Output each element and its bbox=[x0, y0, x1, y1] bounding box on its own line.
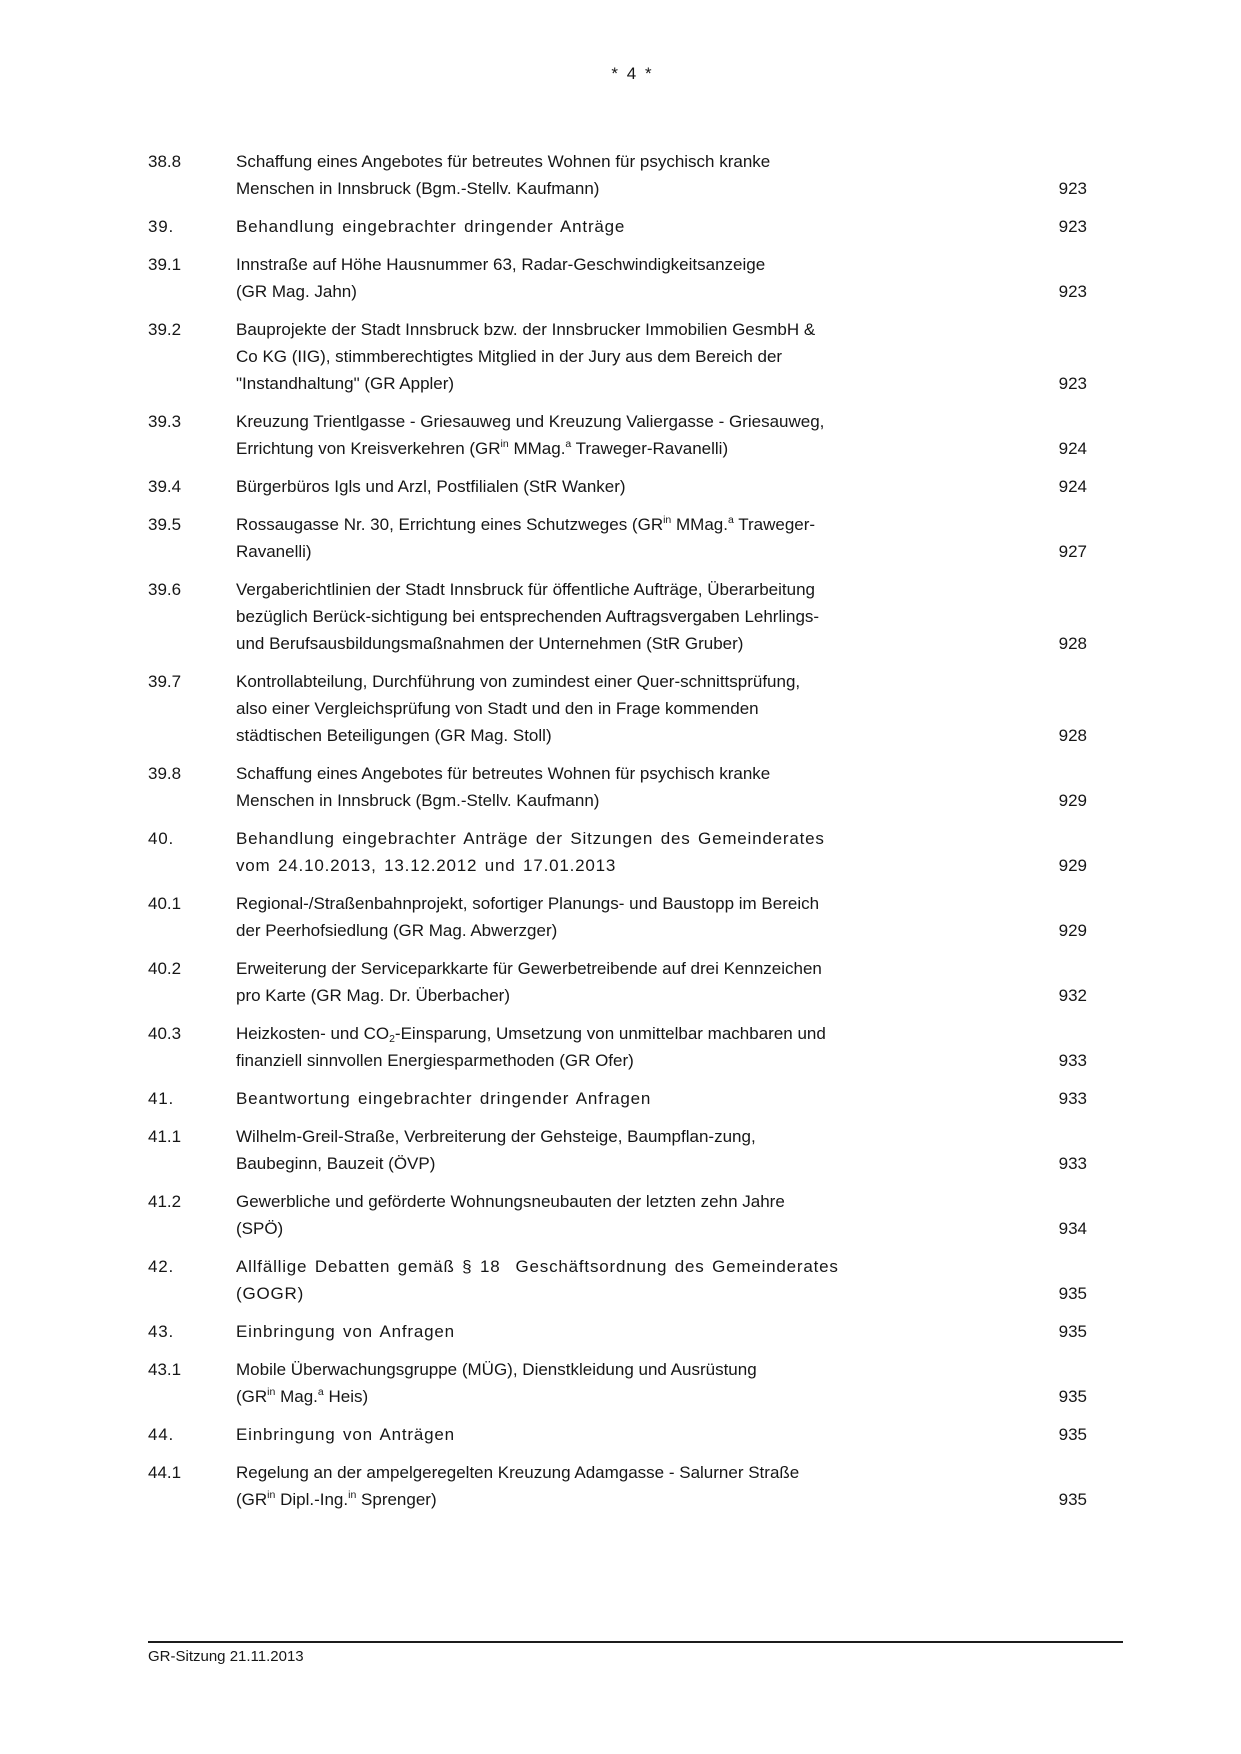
toc-item-text bbox=[236, 511, 944, 565]
toc-item-number: 38.8 bbox=[148, 152, 182, 171]
toc-item-line bbox=[236, 1188, 944, 1215]
toc-item-segment: Sprenger) bbox=[356, 1490, 437, 1509]
toc-item-text bbox=[236, 760, 944, 814]
toc-item-line bbox=[236, 668, 944, 695]
toc-item bbox=[148, 1356, 1087, 1410]
toc-item-text bbox=[236, 251, 944, 305]
toc-item-text bbox=[236, 1020, 944, 1074]
toc-item-page-number: 929 bbox=[1058, 856, 1087, 875]
toc-item-segment: (GOGR) bbox=[236, 1284, 305, 1303]
toc-item-segment: MMag. bbox=[508, 439, 566, 458]
toc-item-text bbox=[236, 213, 944, 240]
toc-item-segment: -Einsparung, Umsetzung von unmittelbar machbaren und bbox=[394, 1024, 826, 1043]
toc-item-text bbox=[236, 1318, 944, 1345]
toc-item-page-number: 935 bbox=[1058, 1490, 1087, 1509]
toc-item-segment: Innstraße auf Höhe Hausnummer 63, Radar-Geschwindigkeitsanzeige bbox=[236, 255, 766, 274]
toc-item-number: 40. bbox=[148, 829, 175, 848]
toc-item-segment: Einbringung von Anfragen bbox=[236, 1322, 455, 1341]
toc-item-segment: Beantwortung eingebrachter dringender Anfragen bbox=[236, 1089, 652, 1108]
toc-item-text bbox=[236, 825, 944, 879]
toc-item bbox=[148, 825, 1087, 879]
toc-item-line bbox=[236, 511, 944, 538]
toc-item-segment: Erweiterung der Serviceparkkarte für Gewerbetreibende auf drei Kennzeichen bbox=[236, 959, 822, 978]
toc-item bbox=[148, 511, 1087, 565]
toc-item bbox=[148, 148, 1087, 202]
toc-item-page-number: 924 bbox=[1058, 477, 1087, 496]
toc-item-segment: Rossaugasse Nr. 30, Errichtung eines Schutzweges (GR bbox=[236, 515, 664, 534]
toc-item-segment: Wilhelm-Greil-Straße, Verbreiterung der Gehsteige, Baumpflan-zung, bbox=[236, 1127, 756, 1146]
toc-item-segment: Einbringung von Anträgen bbox=[236, 1425, 455, 1444]
toc-item-line bbox=[236, 408, 944, 435]
toc-item-segment: Errichtung von Kreisverkehren (GR bbox=[236, 439, 501, 458]
toc-item-line bbox=[236, 825, 944, 852]
toc-item bbox=[148, 1421, 1087, 1448]
toc-item-line bbox=[236, 722, 944, 749]
toc-item-text bbox=[236, 1421, 944, 1448]
toc-item-text bbox=[236, 316, 944, 397]
toc-item bbox=[148, 408, 1087, 462]
toc-item-line bbox=[236, 852, 944, 879]
toc-item-segment: Dipl.-Ing. bbox=[275, 1490, 349, 1509]
toc-item bbox=[148, 1020, 1087, 1074]
toc-item bbox=[148, 1123, 1087, 1177]
toc-item-segment: finanziell sinnvollen Energiesparmethoden (GR Ofer) bbox=[236, 1051, 634, 1070]
toc-item-segment: MMag. bbox=[671, 515, 728, 534]
toc-item-number: 43.1 bbox=[148, 1360, 182, 1379]
toc-item-number: 39.4 bbox=[148, 477, 182, 496]
toc-item-text bbox=[236, 955, 944, 1009]
toc-item-line bbox=[236, 1215, 944, 1242]
toc-item-line bbox=[236, 175, 944, 202]
toc-item-line bbox=[236, 1047, 944, 1074]
toc-item-segment: in bbox=[348, 1489, 357, 1501]
toc-item-number: 44. bbox=[148, 1425, 175, 1444]
toc-item-page-number: 927 bbox=[1058, 542, 1087, 561]
toc-item-segment: Menschen in Innsbruck (Bgm.-Stellv. Kaufmann) bbox=[236, 791, 600, 810]
toc-item-page-number: 933 bbox=[1058, 1089, 1087, 1108]
toc-item-segment: Traweger- bbox=[733, 515, 816, 534]
toc-item-segment: also einer Vergleichsprüfung von Stadt und den in Frage kommenden bbox=[236, 699, 759, 718]
toc-item-segment: Bürgerbüros Igls und Arzl, Postfilialen (StR Wanker) bbox=[236, 477, 626, 496]
toc-item bbox=[148, 890, 1087, 944]
toc-item-segment: in bbox=[663, 514, 672, 526]
toc-item-line bbox=[236, 370, 944, 397]
toc-item-page-number: 935 bbox=[1058, 1387, 1087, 1406]
toc-item-page-number: 935 bbox=[1058, 1425, 1087, 1444]
toc-item bbox=[148, 213, 1087, 240]
toc-item-segment: Regelung an der ampelgeregelten Kreuzung Adamgasse - Salurner Straße bbox=[236, 1463, 800, 1482]
toc-item-segment: Vergaberichtlinien der Stadt Innsbruck für öffentliche Aufträge, Überarbeitung bbox=[236, 580, 815, 599]
toc-item-segment: Kreuzung Trientlgasse - Griesauweg und Kreuzung Valiergasse - Griesauweg, bbox=[236, 412, 825, 431]
toc-item-page-number: 923 bbox=[1058, 179, 1087, 198]
toc-item-page-number: 933 bbox=[1058, 1051, 1087, 1070]
toc-item-number: 41. bbox=[148, 1089, 175, 1108]
toc-item bbox=[148, 1253, 1087, 1307]
toc-item-segment: (GR Mag. Jahn) bbox=[236, 282, 357, 301]
toc-item-segment: der Peerhofsiedlung (GR Mag. Abwerzger) bbox=[236, 921, 558, 940]
toc-item-segment: Behandlung eingebrachter dringender Anträge bbox=[236, 217, 626, 236]
toc-item-line bbox=[236, 316, 944, 343]
toc-item-text bbox=[236, 1253, 944, 1307]
toc-item-segment: 2 bbox=[389, 1033, 395, 1045]
toc-item-page-number: 928 bbox=[1058, 726, 1087, 745]
toc-item-line bbox=[236, 148, 944, 175]
toc-item-segment: Menschen in Innsbruck (Bgm.-Stellv. Kaufmann) bbox=[236, 179, 600, 198]
toc-item-line bbox=[236, 630, 944, 657]
toc-item-number: 39. bbox=[148, 217, 175, 236]
toc-item bbox=[148, 1318, 1087, 1345]
toc-item-page-number: 928 bbox=[1058, 634, 1087, 653]
footer-text: GR-Sitzung 21.11.2013 bbox=[148, 1648, 304, 1665]
toc-item-number: 43. bbox=[148, 1322, 175, 1341]
toc-item-line bbox=[236, 603, 944, 630]
toc-item bbox=[148, 668, 1087, 749]
toc-item-line bbox=[236, 787, 944, 814]
toc-item-page-number: 933 bbox=[1058, 1154, 1087, 1173]
toc-item-line bbox=[236, 1150, 944, 1177]
toc-item-text bbox=[236, 473, 944, 500]
toc-item-number: 44.1 bbox=[148, 1463, 182, 1482]
toc-item-segment: a bbox=[727, 514, 734, 526]
toc-item-segment: Heis) bbox=[323, 1387, 369, 1406]
toc-item-segment: Mag. bbox=[275, 1387, 318, 1406]
toc-item-line bbox=[236, 1020, 944, 1047]
toc-item-line bbox=[236, 1123, 944, 1150]
toc-item-line bbox=[236, 695, 944, 722]
toc-item-line bbox=[236, 538, 944, 565]
toc-item-segment: in bbox=[267, 1489, 276, 1501]
toc-item-segment: bezüglich Berück-sichtigung bei entsprechenden Auftragsvergaben Lehrlings- bbox=[236, 607, 820, 626]
toc-item-segment: Schaffung eines Angebotes für betreutes Wohnen für psychisch kranke bbox=[236, 152, 771, 171]
toc-item-line bbox=[236, 473, 944, 500]
toc-item-line bbox=[236, 1383, 944, 1410]
toc-item-line bbox=[236, 1318, 944, 1345]
toc-item-page-number: 929 bbox=[1058, 921, 1087, 940]
toc-item-number: 39.3 bbox=[148, 412, 182, 431]
toc-item-number: 39.6 bbox=[148, 580, 182, 599]
toc-item-line bbox=[236, 1356, 944, 1383]
toc-item-line bbox=[236, 213, 944, 240]
toc-item bbox=[148, 251, 1087, 305]
toc-item-text bbox=[236, 1188, 944, 1242]
toc-item-number: 39.8 bbox=[148, 764, 182, 783]
toc-item-segment: Mobile Überwachungsgruppe (MÜG), Dienstkleidung und Ausrüstung bbox=[236, 1360, 757, 1379]
toc-item-line bbox=[236, 1459, 944, 1486]
toc-item-number: 39.2 bbox=[148, 320, 182, 339]
toc-item-page-number: 923 bbox=[1058, 282, 1087, 301]
toc-item-line bbox=[236, 435, 944, 462]
toc-item-number: 42. bbox=[148, 1257, 175, 1276]
toc-item-line bbox=[236, 576, 944, 603]
toc-item-segment: Co KG (IIG), stimmberechtigtes Mitglied in der Jury aus dem Bereich der bbox=[236, 347, 783, 366]
toc-item-segment: (SPÖ) bbox=[236, 1219, 284, 1238]
toc-item-text bbox=[236, 890, 944, 944]
toc-item-text bbox=[236, 1356, 944, 1410]
toc-item-page-number: 935 bbox=[1058, 1322, 1087, 1341]
toc-item-segment: a bbox=[317, 1386, 324, 1398]
toc-item-text bbox=[236, 1123, 944, 1177]
toc-item-number: 39.1 bbox=[148, 255, 182, 274]
toc-item bbox=[148, 760, 1087, 814]
toc-item-segment: "Instandhaltung" (GR Appler) bbox=[236, 374, 455, 393]
toc-item-line bbox=[236, 1280, 944, 1307]
toc-item-line bbox=[236, 982, 944, 1009]
toc-item-segment: Bauprojekte der Stadt Innsbruck bzw. der Innsbrucker Immobilien GesmbH & bbox=[236, 320, 816, 339]
toc-item-text bbox=[236, 576, 944, 657]
page-footer bbox=[148, 1641, 1123, 1667]
toc-item-segment: Behandlung eingebrachter Anträge der Sitzungen des Gemeinderates bbox=[236, 829, 825, 848]
toc-item-segment: Traweger-Ravanelli) bbox=[571, 439, 729, 458]
toc-item-text bbox=[236, 668, 944, 749]
toc-item-page-number: 935 bbox=[1058, 1284, 1087, 1303]
toc-item-page-number: 934 bbox=[1058, 1219, 1087, 1238]
toc-item-number: 41.2 bbox=[148, 1192, 182, 1211]
toc-item-line bbox=[236, 890, 944, 917]
toc-item-line bbox=[236, 917, 944, 944]
toc-item-segment: pro Karte (GR Mag. Dr. Überbacher) bbox=[236, 986, 510, 1005]
toc-item-line bbox=[236, 955, 944, 982]
toc-item-text bbox=[236, 148, 944, 202]
toc-item-line bbox=[236, 760, 944, 787]
toc-item-segment: Schaffung eines Angebotes für betreutes Wohnen für psychisch kranke bbox=[236, 764, 771, 783]
toc-item-segment: Heizkosten- und CO bbox=[236, 1024, 390, 1043]
toc-item-number: 39.5 bbox=[148, 515, 182, 534]
toc-item-line bbox=[236, 1253, 944, 1280]
toc-item-segment: Ravanelli) bbox=[236, 542, 312, 561]
toc-item-segment: städtischen Beteiligungen (GR Mag. Stoll) bbox=[236, 726, 552, 745]
toc-item-line bbox=[236, 1085, 944, 1112]
toc-item bbox=[148, 955, 1087, 1009]
toc-item-page-number: 929 bbox=[1058, 791, 1087, 810]
toc-item-page-number: 923 bbox=[1058, 217, 1087, 236]
toc-item-segment: Kontrollabteilung, Durchführung von zumindest einer Quer-schnittsprüfung, bbox=[236, 672, 801, 691]
toc-item-segment: Gewerbliche und geförderte Wohnungsneubauten der letzten zehn Jahre bbox=[236, 1192, 785, 1211]
toc-item-line bbox=[236, 278, 944, 305]
toc-item-page-number: 923 bbox=[1058, 374, 1087, 393]
toc-item-line bbox=[236, 251, 944, 278]
toc-item-line bbox=[236, 1486, 944, 1513]
toc-item-number: 40.1 bbox=[148, 894, 182, 913]
toc-item-segment: Baubeginn, Bauzeit (ÖVP) bbox=[236, 1154, 436, 1173]
toc-item-number: 40.2 bbox=[148, 959, 182, 978]
toc-item bbox=[148, 473, 1087, 500]
toc-item bbox=[148, 1085, 1087, 1112]
toc-item-segment: Allfällige Debatten gemäß § 18 Geschäftsordnung des Gemeinderates bbox=[236, 1257, 839, 1276]
toc-item-segment: Regional-/Straßenbahnprojekt, sofortiger Planungs- und Baustopp im Bereich bbox=[236, 894, 820, 913]
toc-item bbox=[148, 1188, 1087, 1242]
toc-item-text bbox=[236, 1459, 944, 1513]
toc-item-segment: und Berufsausbildungsmaßnahmen der Unternehmen (StR Gruber) bbox=[236, 634, 744, 653]
toc-item-line bbox=[236, 1421, 944, 1448]
toc-item bbox=[148, 1459, 1087, 1513]
toc-item-number: 39.7 bbox=[148, 672, 182, 691]
toc-item-text bbox=[236, 408, 944, 462]
toc-item-number: 40.3 bbox=[148, 1024, 182, 1043]
toc-item-segment: vom 24.10.2013, 13.12.2012 und 17.01.2013 bbox=[236, 856, 617, 875]
toc-item-number: 41.1 bbox=[148, 1127, 182, 1146]
toc-item-line bbox=[236, 343, 944, 370]
toc-item-segment: in bbox=[500, 438, 509, 450]
toc-item-segment: (GR bbox=[236, 1490, 268, 1509]
page-number-marker: * 4 * bbox=[611, 64, 654, 83]
toc-item-page-number: 924 bbox=[1058, 439, 1087, 458]
toc-item-text bbox=[236, 1085, 944, 1112]
toc-list bbox=[148, 148, 1087, 1524]
toc-item-segment: (GR bbox=[236, 1387, 268, 1406]
toc-item-page-number: 932 bbox=[1058, 986, 1087, 1005]
toc-item bbox=[148, 316, 1087, 397]
toc-item-segment: in bbox=[267, 1386, 276, 1398]
toc-item-segment: a bbox=[565, 438, 572, 450]
toc-item bbox=[148, 576, 1087, 657]
